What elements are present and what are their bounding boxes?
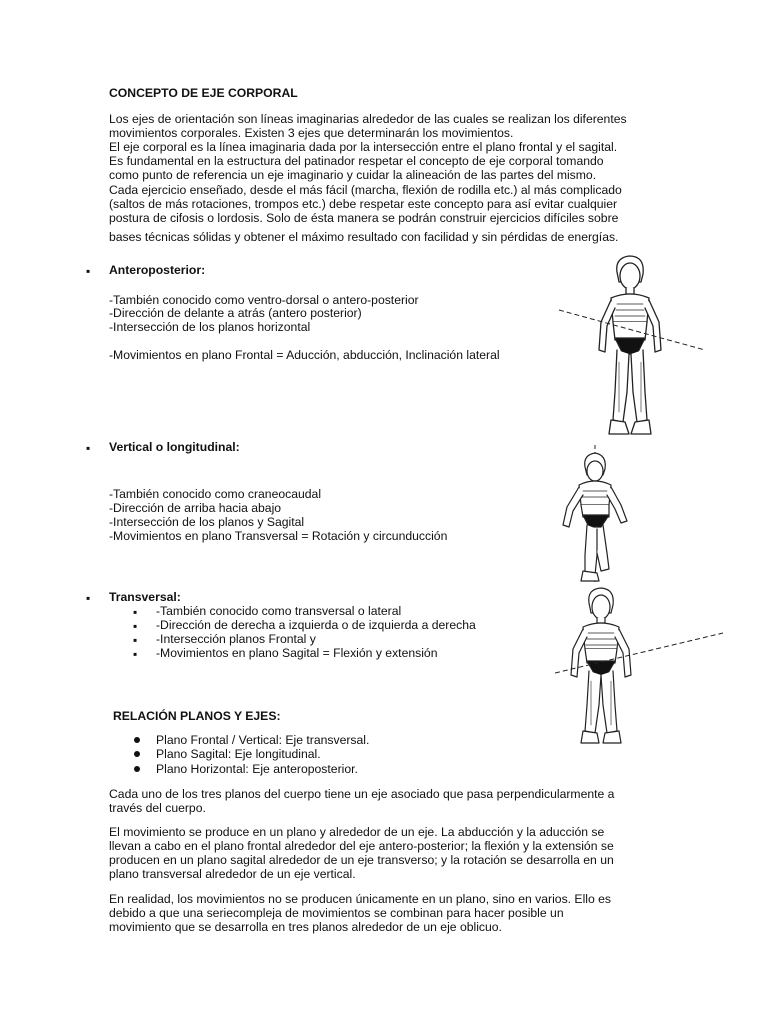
relacion-item: Plano Frontal / Vertical: Eje transversal. <box>156 733 370 747</box>
section-heading: Transversal: <box>109 590 181 604</box>
vertical-axis-figure <box>555 445 645 585</box>
paragraph-line: Cada uno de los tres planos del cuerpo tiene un eje asociado que pasa perpendicularmente a <box>109 787 615 801</box>
bullet-dot <box>134 766 140 772</box>
bullet-dot <box>134 751 140 757</box>
intro-line: Es fundamental en la estructura del patinador respetar el concepto de eje corporal tomando <box>109 154 604 168</box>
bullet-marker: ▪ <box>133 633 138 647</box>
section-heading: RELACIÓN PLANOS Y EJES: <box>113 709 281 723</box>
intro-line: Cada ejercicio enseñado, desde el más fácil (marcha, flexión de rodilla etc.) al más complicado <box>109 183 622 197</box>
bullet-marker: ▪ <box>133 605 138 619</box>
section-line: -También conocido como craneocaudal <box>109 487 322 501</box>
intro-line: como punto de referencia un eje imaginario y cuidar la alineación de las partes del mismo. <box>109 168 597 182</box>
bullet-marker: ▪ <box>86 591 91 605</box>
section-line: -Movimientos en plano Sagital = Flexión y extensión <box>156 646 438 660</box>
paragraph-line: producen en un plano sagital alrededor de un eje transverso; y la rotación se desarrolla en un <box>109 853 614 867</box>
section-line: -Dirección de derecha a izquierda o de izquierda a derecha <box>156 618 476 632</box>
section-line: -Intersección planos Frontal y <box>156 632 316 646</box>
intro-line: bases técnicas sólidas y obtener el máximo resultado con facilidad y sin pérdidas de energías. <box>109 230 619 244</box>
relacion-item: Plano Sagital: Eje longitudinal. <box>156 747 321 761</box>
bullet-marker: ▪ <box>133 647 138 661</box>
section-line: -Movimientos en plano Frontal = Aducción, abducción, Inclinación lateral <box>109 348 500 362</box>
paragraph-line: movimiento que se desarrolla en tres planos alrededor de un eje oblicuo. <box>109 920 502 934</box>
paragraph-line: debido a que una seriecompleja de movimientos se combinan para hacer posible un <box>109 906 564 920</box>
paragraph-line: través del cuerpo. <box>109 801 206 815</box>
bullet-marker: ▪ <box>86 264 91 278</box>
bullet-dot <box>134 737 140 743</box>
section-line: -Intersección de los planos y Sagital <box>109 515 305 529</box>
paragraph-line: plano transversal alrededor de un eje vertical. <box>109 867 356 881</box>
intro-line: postura de cifosis o lordosis. Solo de ésta manera se podrán construir ejercicios difíciles sobre <box>109 211 619 225</box>
intro-line: movimientos corporales. Existen 3 ejes que determinarán los movimientos. <box>109 126 514 140</box>
bullet-marker: ▪ <box>133 619 138 633</box>
paragraph-line: llevan a cabo en el plano frontal alrededor del eje antero-posterior; la flexión y la extensión se <box>109 839 614 853</box>
intro-line: Los ejes de orientación son líneas imaginarias alrededor de las cuales se realizan los diferentes <box>109 112 627 126</box>
anteroposterior-axis-figure <box>555 252 715 447</box>
intro-line: El eje corporal es la línea imaginaria dada por la intersección entre el plano frontal y el sagital. <box>109 140 618 154</box>
section-line: -También conocido como ventro-dorsal o antero-posterior <box>109 293 419 307</box>
paragraph-line: El movimiento se produce en un plano y alrededor de un eje. La abducción y la aducción se <box>109 825 605 839</box>
section-heading: Vertical o longitudinal: <box>109 440 240 454</box>
paragraph-line: En realidad, los movimientos no se producen únicamente en un plano, sino en varios. Ello es <box>109 892 612 906</box>
section-line: -Movimientos en plano Transversal = Rotación y circunducción <box>109 529 448 543</box>
section-line: -Intersección de los planos horizontal <box>109 320 311 334</box>
bullet-marker: ▪ <box>86 441 91 455</box>
page-title: CONCEPTO DE EJE CORPORAL <box>109 86 298 100</box>
relacion-item: Plano Horizontal: Eje anteroposterior. <box>156 762 358 776</box>
section-line: -Dirección de arriba hacia abajo <box>109 501 282 515</box>
section-line: -Dirección de delante a atrás (antero posterior) <box>109 306 362 320</box>
transversal-axis-figure <box>555 585 725 750</box>
intro-line: (saltos de más rotaciones, trompos etc.) debe respetar este concepto para así evitar cualquier <box>109 197 618 211</box>
section-heading: Anteroposterior: <box>109 263 206 277</box>
section-line: -También conocido como transversal o lateral <box>156 604 402 618</box>
